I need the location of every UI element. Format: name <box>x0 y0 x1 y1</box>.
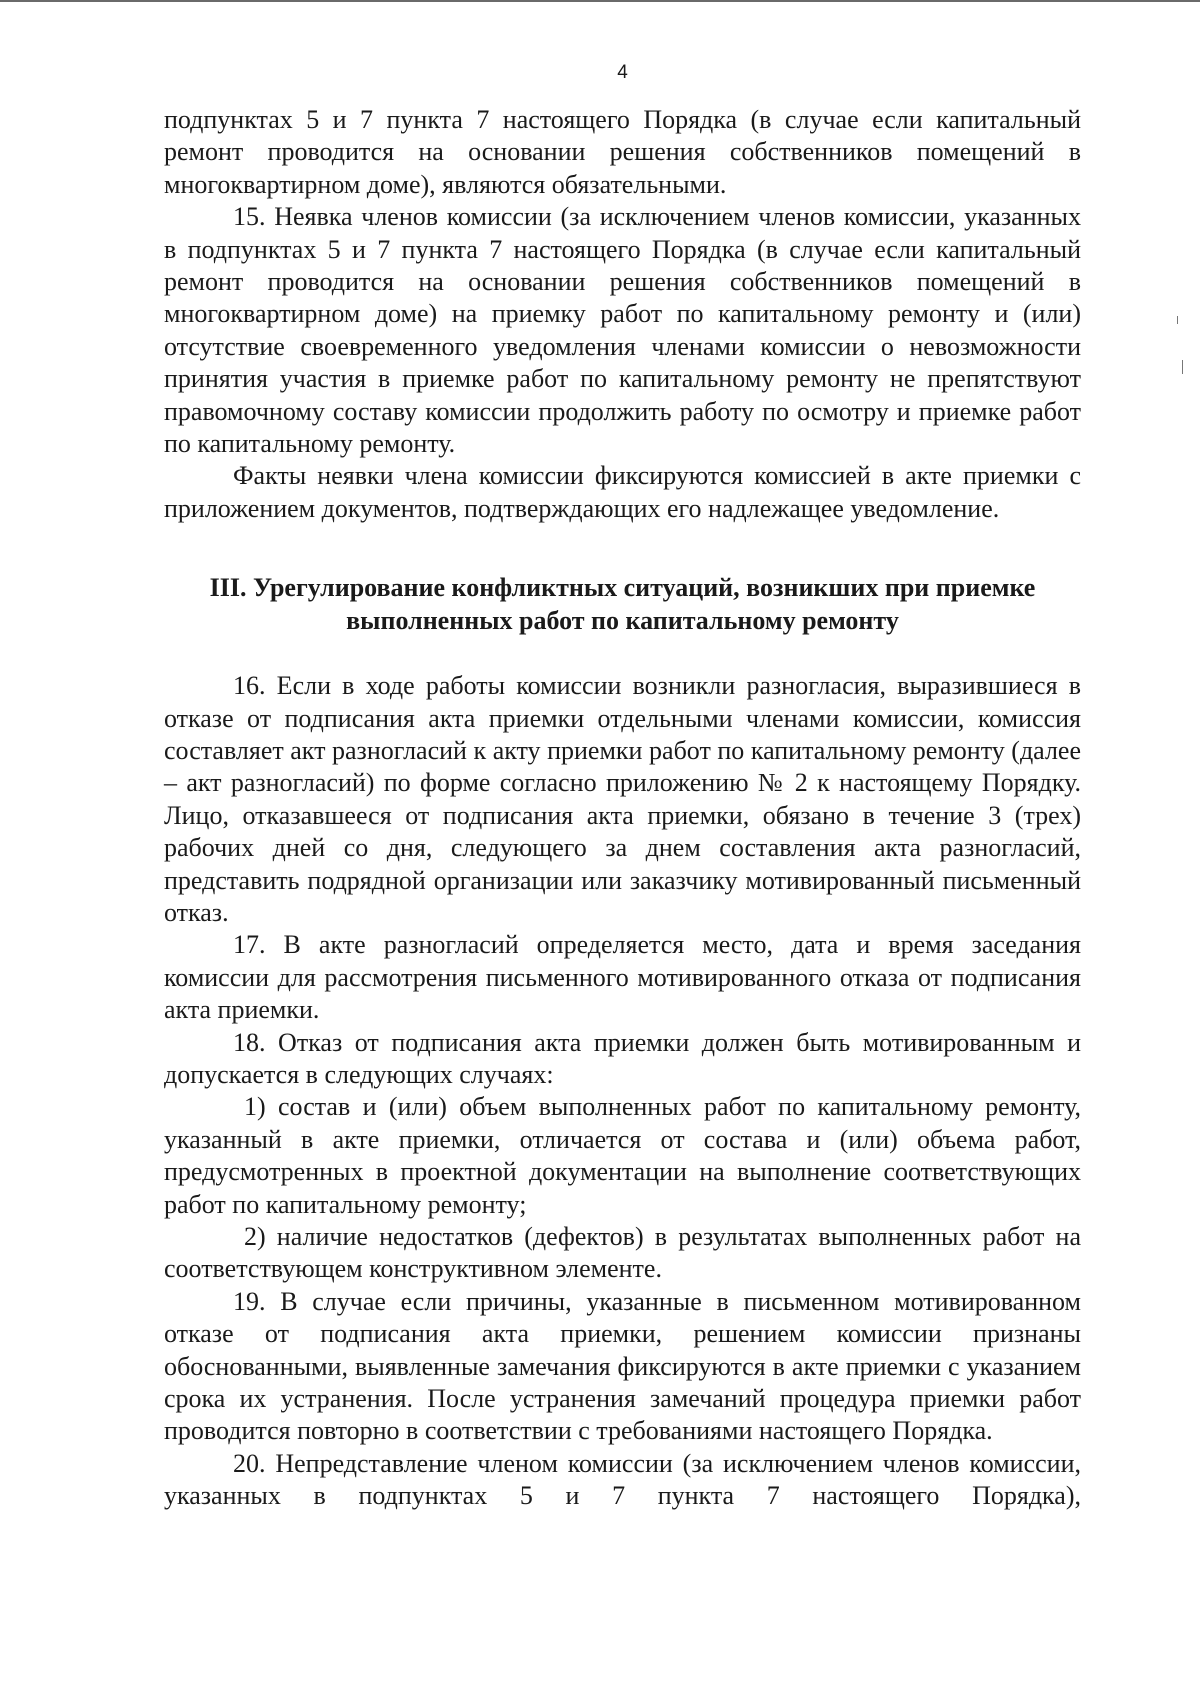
section-heading-line-1: III. Урегулирование конфликтных ситуаций, возникших при приемке <box>209 573 1036 603</box>
spacer <box>164 637 1081 670</box>
list-item-1: 1) состав и (или) объем выполненных работ по капитальному ремонту, указанный в акте приемки, отличается от состава и (или) объема работ, предусмотренных в проектной документации на выполнение соответствующих работ по капитальному ремонту; <box>164 1092 1081 1219</box>
paragraph-18: 18. Отказ от подписания акта приемки должен быть мотивированным и допускается в следующих случаях: <box>164 1027 1081 1089</box>
scan-top-edge <box>0 0 1200 2</box>
paragraph-20: 20. Непредставление членом комиссии (за исключением членов комиссии, указанных в подпунктах 5 и 7 пункта 7 настоящего Порядка), <box>164 1448 1081 1511</box>
scan-speck <box>1177 316 1178 324</box>
paragraph-17: 17. В акте разногласий определяется место, дата и время заседания комиссии для рассмотрения письменного мотивированного отказа от подписания акта приемки. <box>164 930 1081 1025</box>
paragraph-continuation: подпунктах 5 и 7 пункта 7 настоящего Порядка (в случае если капитальный ремонт проводится на основании решения собственников помещений в многоквартирном доме), являются обязательными. <box>164 105 1081 199</box>
paragraph-absence-facts: Факты неявки члена комиссии фиксируются комиссией в акте приемки с приложением документов, подтверждающих его надлежащее уведомление. <box>164 461 1081 523</box>
page-number: 4 <box>617 62 628 83</box>
document-body <box>164 104 1081 1513</box>
list-item-2: 2) наличие недостатков (дефектов) в результатах выполненных работ на соответствующем конструктивном элементе. <box>164 1222 1081 1284</box>
section-heading-line-2: выполненных работ по капитальному ремонту <box>346 605 899 635</box>
spacer <box>164 525 1081 572</box>
paragraph-19: 19. В случае если причины, указанные в письменном мотивированном отказе от подписания акта приемки, решением комиссии признаны обоснованными, выявленные замечания фиксируются в акте приемки с указанием срока их устранения. После устранения замечаний процедура приемки работ проводится повторно в соответствии с требованиями настоящего Порядка. <box>164 1286 1081 1446</box>
scan-speck <box>1182 360 1183 374</box>
paragraph-15: 15. Неявка членов комиссии (за исключением членов комиссии, указанных в подпунктах 5 и 7 пункта 7 настоящего Порядка (в случае если капитальный ремонт проводится на основании решения собственников помещений в многоквартирном доме) на приемку работ по капитальному ремонту и (или) отсутствие своевременного уведомления членами комиссии о невозможности принятия участия в приемке работ по капитальному ремонту не препятствуют правомочному составу комиссии продолжить работу по осмотру и приемке работ по капитальному ремонту. <box>164 202 1081 459</box>
paragraph-16: 16. Если в ходе работы комиссии возникли разногласия, выразившиеся в отказе от подписания акта приемки отдельными членами комиссии, комиссия составляет акт разногласий к акту приемки работ по капитальному ремонту (далее – акт разногласий) по форме согласно приложению № 2 к настоящему Порядку. Лицо, отказавшееся от подписания акта приемки, обязано в течение 3 (трех) рабочих дней со дня, следующего за днем составления акта разногласий, представить подрядной организации или заказчику мотивированный письменный отказ. <box>164 671 1081 927</box>
